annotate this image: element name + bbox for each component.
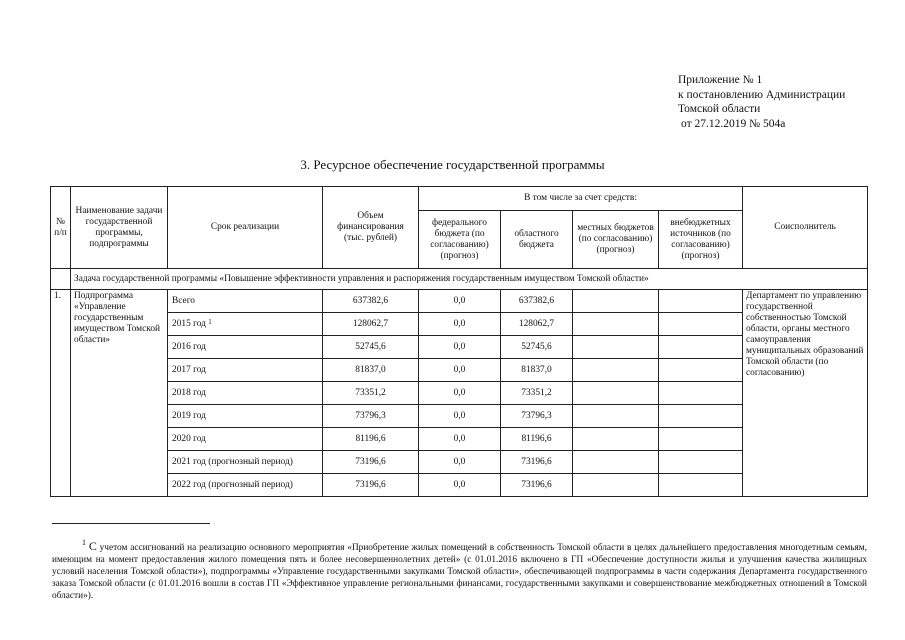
federal-cell: 0,0 bbox=[419, 359, 501, 382]
row-subprogram-name: Подпрограмма «Управление государственным имуществом Томской области» bbox=[71, 290, 168, 497]
federal-cell: 0,0 bbox=[419, 428, 501, 451]
regional-cell: 637382,6 bbox=[501, 290, 573, 313]
appendix-line: Томской области bbox=[678, 103, 761, 115]
volume-cell: 81196,6 bbox=[323, 428, 419, 451]
federal-cell: 0,0 bbox=[419, 474, 501, 497]
period-cell: 2019 год bbox=[168, 405, 323, 428]
regional-cell: 52745,6 bbox=[501, 336, 573, 359]
federal-cell: 0,0 bbox=[419, 451, 501, 474]
federal-cell: 0,0 bbox=[419, 405, 501, 428]
regional-cell: 73351,2 bbox=[501, 382, 573, 405]
federal-cell: 0,0 bbox=[419, 313, 501, 336]
regional-cell: 128062,7 bbox=[501, 313, 573, 336]
local-cell bbox=[573, 359, 659, 382]
local-cell bbox=[573, 313, 659, 336]
federal-cell: 0,0 bbox=[419, 382, 501, 405]
header-volume: Объем финансирования (тыс. рублей) bbox=[323, 187, 419, 269]
header-num: № п/п bbox=[51, 187, 71, 269]
header-federal: федерального бюджета (по согласованию) (прогноз) bbox=[419, 211, 501, 269]
local-cell bbox=[573, 451, 659, 474]
header-local: местных бюджетов (по согласованию) (прогноз) bbox=[573, 211, 659, 269]
regional-cell: 73196,6 bbox=[501, 451, 573, 474]
header-name: Наименование задачи государственной программы, подпрограммы bbox=[71, 187, 168, 269]
regional-cell: 81196,6 bbox=[501, 428, 573, 451]
volume-cell: 52745,6 bbox=[323, 336, 419, 359]
header-extra: внебюджетных источников (по согласованию) (прогноз) bbox=[659, 211, 743, 269]
regional-cell: 81837,0 bbox=[501, 359, 573, 382]
page-title: 3. Ресурсное обеспечение государственной программы bbox=[300, 157, 605, 172]
footnote-separator bbox=[52, 523, 210, 524]
local-cell bbox=[573, 336, 659, 359]
extra-cell bbox=[659, 313, 743, 336]
appendix-block bbox=[678, 73, 845, 131]
period-cell: 2017 год bbox=[168, 359, 323, 382]
period-cell: Всего bbox=[168, 290, 323, 313]
local-cell bbox=[573, 428, 659, 451]
header-period: Срок реализации bbox=[168, 187, 323, 269]
period-cell: 2020 год bbox=[168, 428, 323, 451]
extra-cell bbox=[659, 336, 743, 359]
local-cell bbox=[573, 382, 659, 405]
extra-cell bbox=[659, 405, 743, 428]
executor-cell: Департамент по управлению государственной собственностью Томской области, органы местного самоуправления муниципальных образований Томской области (по согласованию) bbox=[743, 290, 868, 497]
volume-cell: 128062,7 bbox=[323, 313, 419, 336]
extra-cell bbox=[659, 428, 743, 451]
volume-cell: 637382,6 bbox=[323, 290, 419, 313]
footnote-mark: 1 bbox=[82, 538, 86, 547]
period-cell: 2016 год bbox=[168, 336, 323, 359]
volume-cell: 81837,0 bbox=[323, 359, 419, 382]
volume-cell: 73796,3 bbox=[323, 405, 419, 428]
volume-cell: 73196,6 bbox=[323, 474, 419, 497]
local-cell bbox=[573, 405, 659, 428]
row-num: 1. bbox=[51, 290, 71, 497]
task-row: Задача государственной программы «Повышение эффективности управления и распоряжения государственным имуществом Томской области» bbox=[71, 269, 868, 290]
volume-cell: 73351,2 bbox=[323, 382, 419, 405]
footnote-first-letter: С bbox=[88, 539, 97, 553]
footnote-text: учетом ассигнований на реализацию основного мероприятия «Приобретение жилых помещений в собственность Томской области в целях дальнейшего предоставления многодетным семьям, имеющим на момент предоставления жилого помещения пять и более несовершеннолетних детей» (с 01.01.2016 включено в ГП «Обеспечение доступности жилья и улучшения качества жилищных условий населения Томской области»), подпрограммы «Управление государственными закупками Томской области», обеспечивающей подпрограммы в части содержания Департамента государственного заказа Томской области (с 01.01.2016 вошли в состав ГП «Эффективное управление региональными финансами, государственными закупками и совершенствование межбюджетных отношений в Томской области»). bbox=[52, 543, 867, 601]
extra-cell bbox=[659, 290, 743, 313]
volume-cell: 73196,6 bbox=[323, 451, 419, 474]
extra-cell bbox=[659, 451, 743, 474]
appendix-line: Приложение № 1 bbox=[678, 74, 763, 86]
period-cell: 2015 год $^1$ bbox=[168, 313, 323, 336]
extra-cell bbox=[659, 359, 743, 382]
resource-table bbox=[50, 186, 868, 497]
extra-cell bbox=[659, 474, 743, 497]
appendix-line: от 27.12.2019 № 504а bbox=[681, 117, 786, 130]
header-regional: областного бюджета bbox=[501, 211, 573, 269]
regional-cell: 73796,3 bbox=[501, 405, 573, 428]
header-executor: Соисполнитель bbox=[743, 187, 868, 269]
period-cell: 2018 год bbox=[168, 382, 323, 405]
task-num-cell bbox=[51, 269, 71, 290]
local-cell bbox=[573, 290, 659, 313]
extra-cell bbox=[659, 382, 743, 405]
federal-cell: 0,0 bbox=[419, 290, 501, 313]
appendix-line: к постановлению Администрации bbox=[678, 88, 846, 101]
federal-cell: 0,0 bbox=[419, 336, 501, 359]
header-sources-group: В том числе за счет средств: bbox=[419, 187, 743, 211]
period-cell: 2021 год (прогнозный период) bbox=[168, 451, 323, 474]
regional-cell: 73196,6 bbox=[501, 474, 573, 497]
period-cell: 2022 год (прогнозный период) bbox=[168, 474, 323, 497]
footnote bbox=[52, 540, 867, 602]
local-cell bbox=[573, 474, 659, 497]
